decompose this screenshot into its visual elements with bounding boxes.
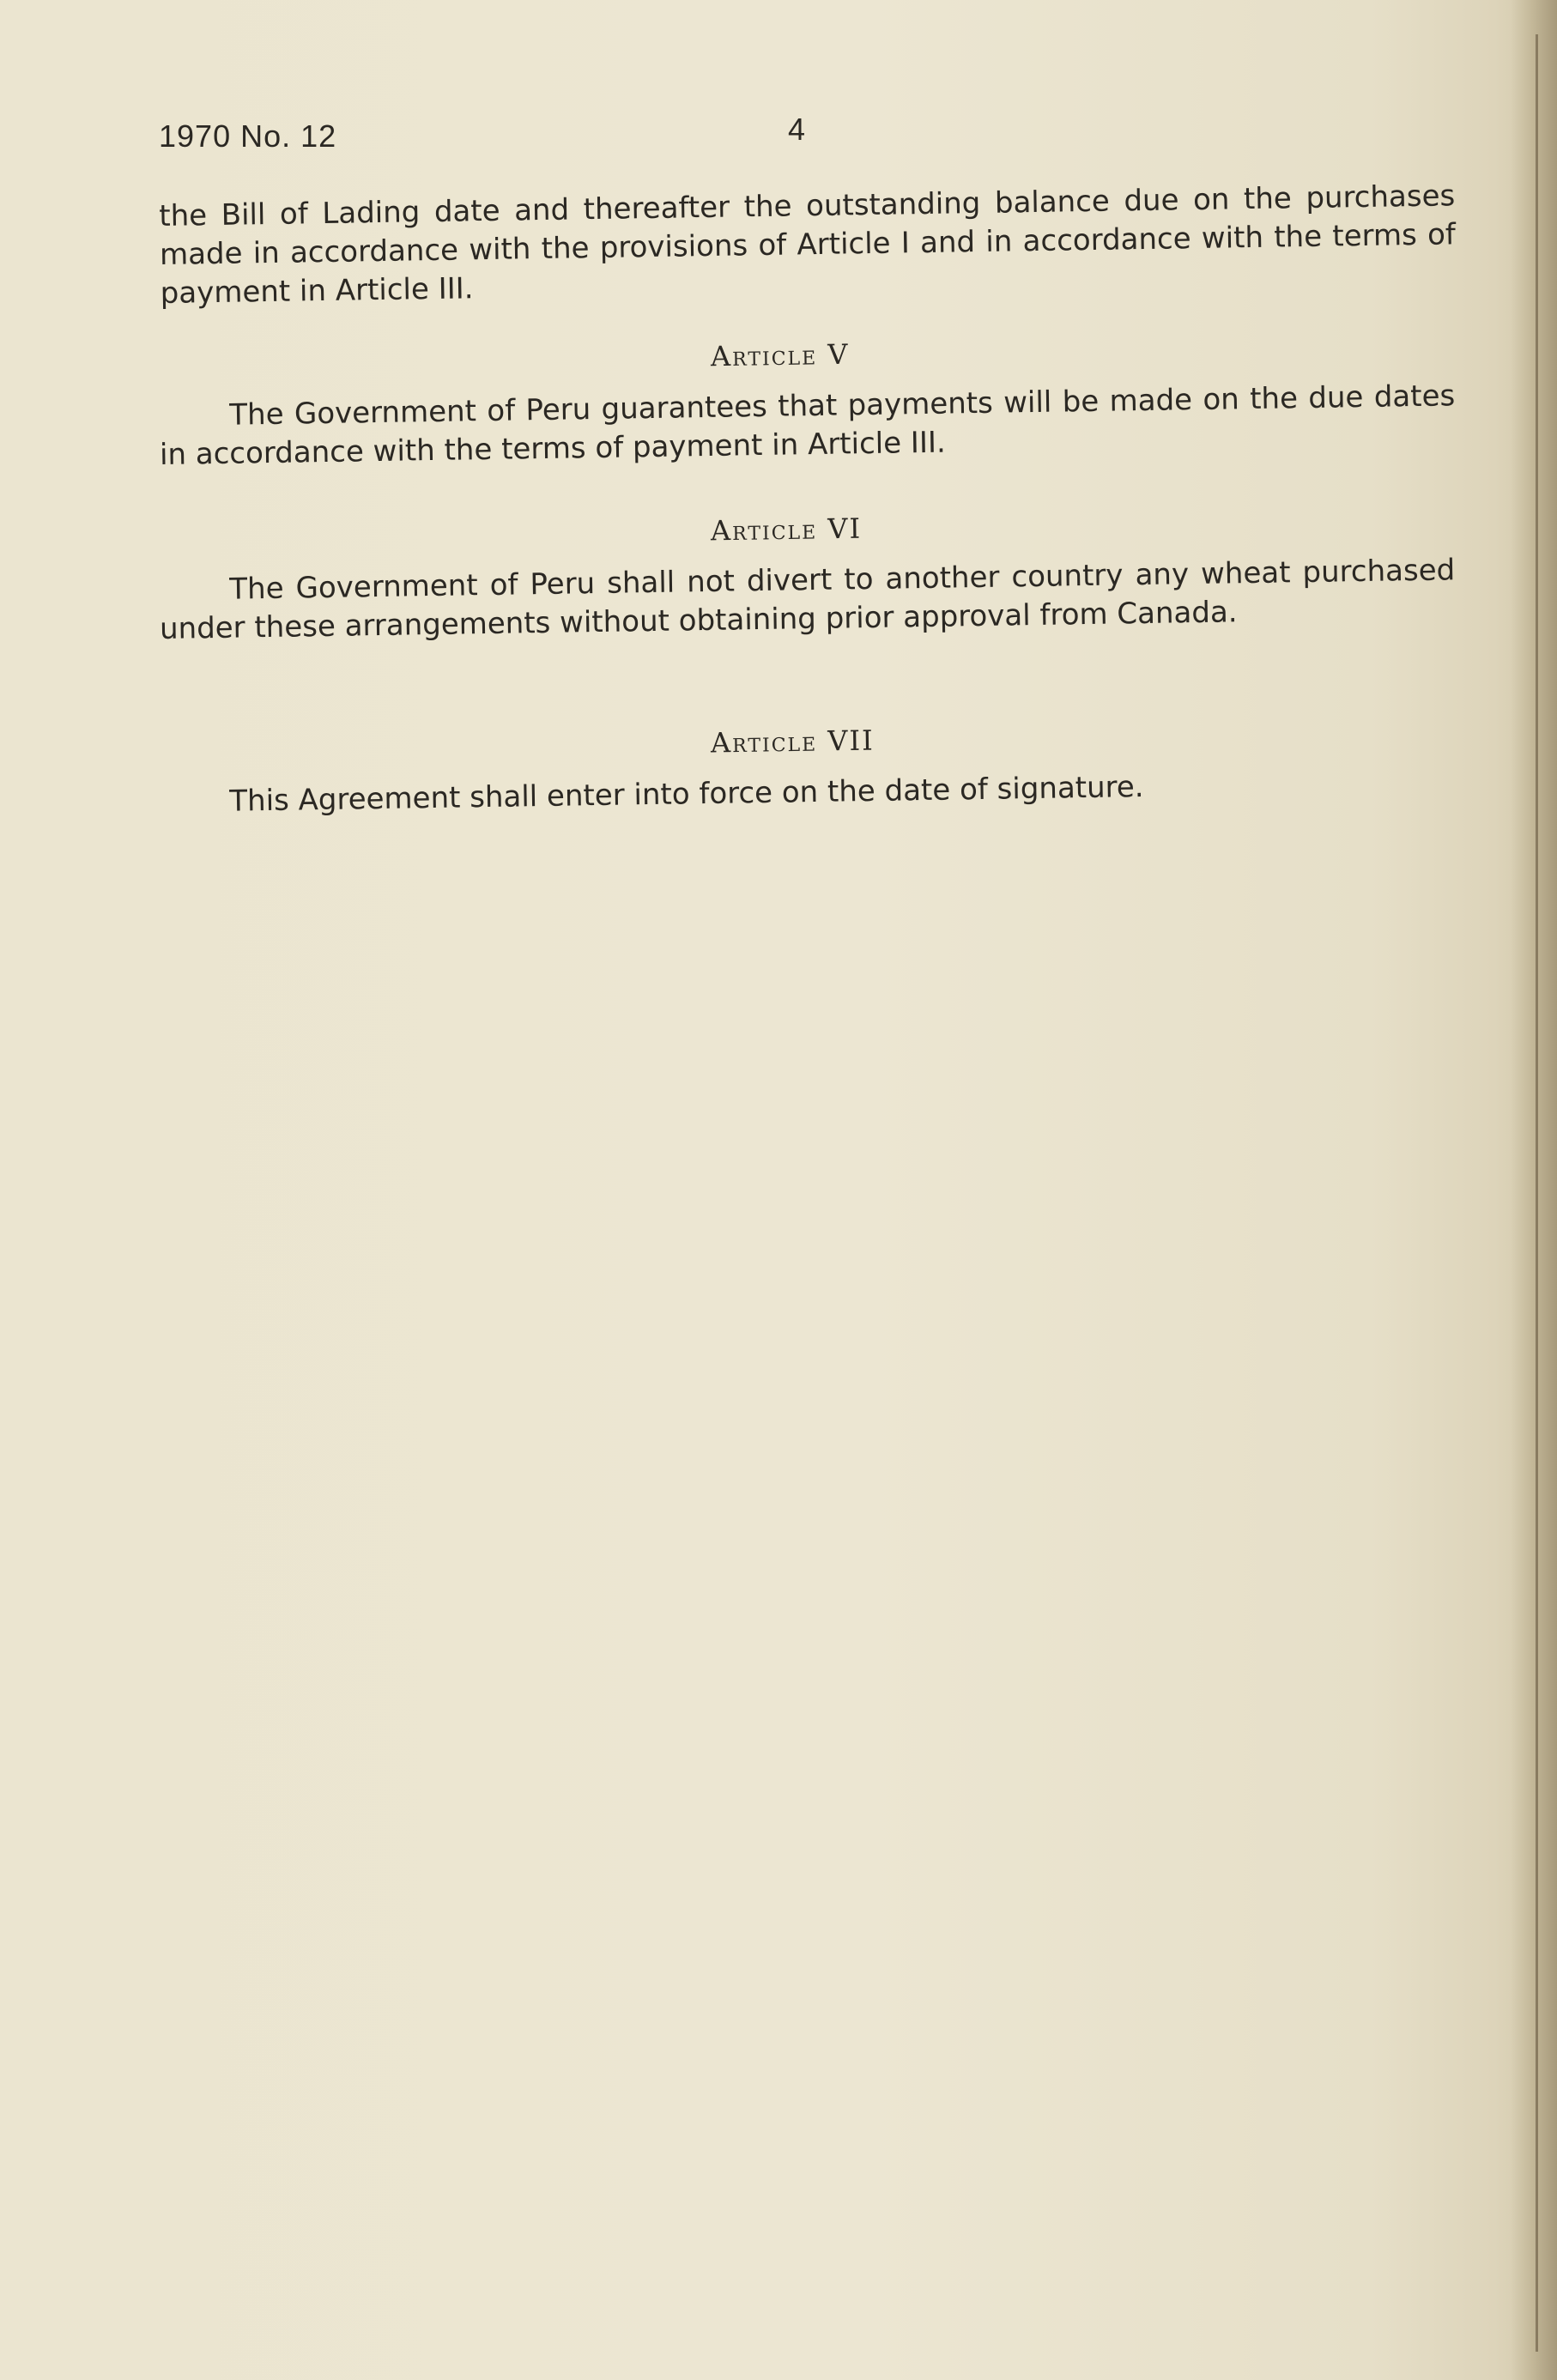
article-v-heading: Article V — [710, 337, 850, 373]
article-vi-text: The Government of Peru shall not divert to another country any wheat purchased under these arrangements without obtaining prior approval from Canada. — [159, 553, 1456, 646]
page-binding-line — [1536, 34, 1538, 2352]
article-vi-heading: Article VI — [710, 512, 863, 548]
page-number: 4 — [788, 112, 806, 147]
article-vii-body — [159, 763, 1456, 822]
page-binding-edge — [1511, 0, 1557, 2380]
continuation-text: the Bill of Lading date and thereafter the outstanding balance due on the purchases made in accordance with the provisions of Article I and in accordance with the terms of payment in Article III. — [159, 179, 1457, 311]
article-v-text: The Government of Peru guarantees that payments will be made on the due dates in accordance with the terms of payment in Article III. — [159, 378, 1456, 472]
article-vi-body — [159, 551, 1456, 649]
article-vii-heading: Article VII — [710, 724, 875, 760]
article-vii-text: This Agreement shall enter into force on the date of signature. — [229, 769, 1144, 819]
document-number: 1970 No. 12 — [159, 118, 337, 154]
article-v-body — [159, 377, 1456, 475]
continuation-paragraph — [159, 177, 1457, 313]
